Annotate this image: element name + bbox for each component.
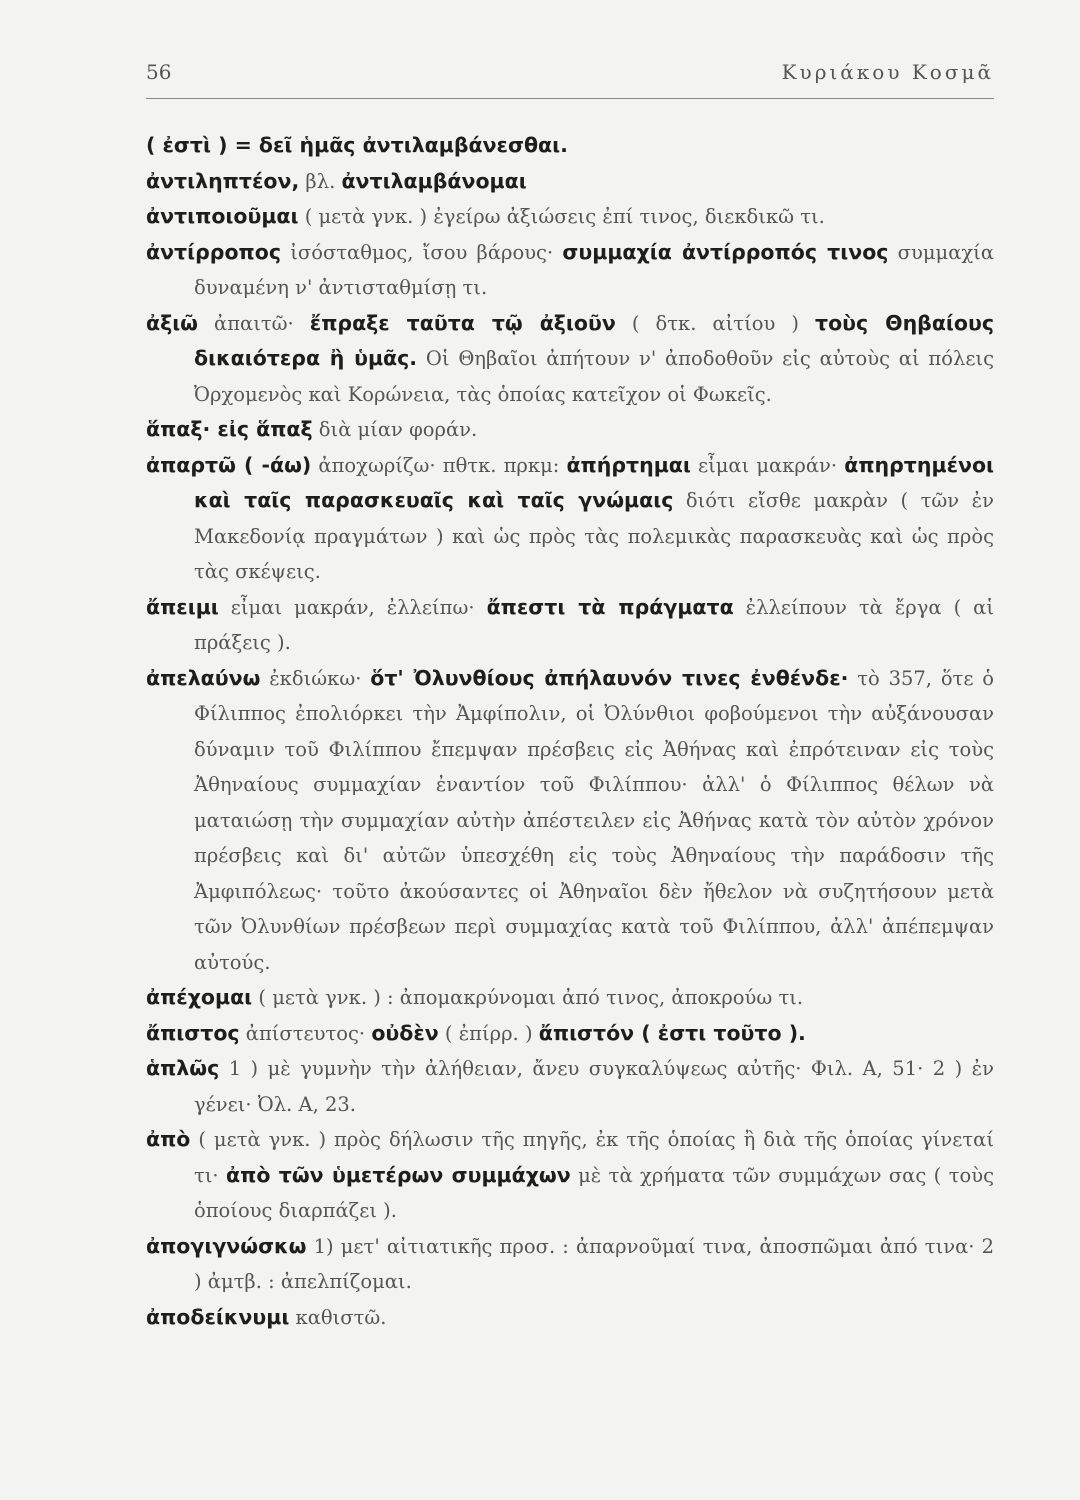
entry [146, 1051, 994, 1122]
entry [146, 306, 994, 413]
headword: ἄπειμι [146, 594, 219, 619]
entry [146, 1122, 994, 1229]
headword: ( ἐστὶ ) = δεῖ ἡμᾶς ἀντιλαμβάνεσθαι. [146, 133, 568, 157]
phrase: ὅτ' Ὀλυνθίους ἀπήλαυνόν τινες ἐνθένδε· [370, 665, 849, 690]
gloss: ἀποχωρίζω· πθτκ. πρκμ: [311, 453, 567, 477]
entry [146, 128, 994, 164]
headword: ἀπελαύνω [146, 665, 261, 690]
entry [146, 1300, 994, 1336]
gloss: εἶμαι μακράν, ἐλλείπω· [218, 595, 487, 619]
gloss: ( ἐπίρρ. ) [438, 1021, 539, 1045]
gloss: ἐλλείπουν τὰ ἔργα ( αἱ πράξεις ). [194, 595, 994, 654]
entry [146, 1016, 994, 1052]
gloss: ἐκδιώκω· [260, 666, 371, 690]
gloss: συμμαχία δυναμένη ν' ἀντισταθμίσῃ τι. [194, 240, 994, 299]
header-rule [146, 98, 994, 99]
entry [146, 164, 994, 200]
gloss: βλ. [299, 169, 342, 193]
page-header [146, 60, 994, 94]
phrase: ἔπραξε ταῦτα τῷ ἀξιοῦν [309, 310, 616, 335]
gloss: διότι εἴσθε μακρὰν ( τῶν ἐν Μακεδονίᾳ πραγμάτων ) καὶ ὡς πρὸς τὰς πολεμικὰς παρασκευὰς καὶ ὡς πρὸς τὰς σκέψεις. [194, 489, 994, 583]
gloss: διὰ μίαν φοράν. [312, 418, 478, 441]
gloss: ( δτκ. αἰτίου ) [615, 311, 815, 335]
headword: ἀξιῶ [146, 310, 199, 335]
cross-reference: ἀντιλαμβάνομαι [341, 168, 527, 193]
entry [146, 590, 994, 661]
entry [146, 235, 994, 306]
gloss: ( μετὰ γνκ. ) πρὸς δήλωσιν τῆς πηγῆς, ἐκ τῆς ὁποίας ἢ διὰ τῆς ὁποίας γίνεταί τι· [190, 1128, 994, 1187]
entry [146, 199, 994, 235]
entry [146, 980, 994, 1016]
glossary-entries [146, 128, 994, 1335]
headword: ἀπαρτῶ ( -άω) [146, 452, 312, 477]
phrase: ἄπιστόν ( ἐστι τοῦτο ). [538, 1020, 806, 1045]
page-number: 56 [146, 60, 172, 84]
gloss: 1) μετ' αἰτιατικῆς προσ. : ἀπαρνοῦμαί τινα, ἀποσπῶμαι ἀπό τινα· 2 ) ἀμτβ. : ἀπελπίζομαι. [194, 1234, 994, 1293]
gloss: εἶμαι μακράν· [690, 453, 845, 477]
phrase: συμμαχία ἀντίρροπός τινος [562, 239, 889, 264]
entry [146, 448, 994, 590]
headword: ἅπαξ· εἰς ἅπαξ [146, 417, 313, 441]
phrase: ἀπήρτημαι [566, 452, 691, 477]
phrase: οὐδὲν [371, 1020, 439, 1045]
entry [146, 661, 994, 981]
phrase: ἀπὸ τῶν ὑμετέρων συμμάχων [226, 1162, 571, 1187]
phrase: ἄπεστι τὰ πράγματα [486, 594, 734, 619]
gloss: 1 ) μὲ γυμνὴν τὴν ἀλήθειαν, ἄνευ συγκαλύψεως αὐτῆς· Φιλ. Α, 51· 2 ) ἐν γένει· Ὀλ. Α, 23. [194, 1057, 994, 1116]
headword: ἀπὸ [146, 1127, 191, 1151]
gloss: καθιστῶ. [289, 1305, 387, 1329]
headword: ἀντιποιοῦμαι [146, 204, 299, 228]
phrase: ἀπηρτημένοι καὶ ταῖς παρασκευαῖς καὶ ταῖς γνώμαις [194, 452, 995, 512]
gloss: τὸ 357, ὅτε ὁ Φίλιππος ἐπολιόρκει τὴν Ἀμφίπολιν, οἱ Ὀλύνθιοι φοβούμενοι τὴν αὐξάνουσαν δύναμιν τοῦ Φιλίππου ἔπεμψαν πρέσβεις εἰς Ἀθήνας καὶ ἐπρότειναν εἰς τοὺς Ἀθηναίους συμμαχίαν ἐναντίον τοῦ Φιλίππου· ἀλλ' ὁ Φίλιππος θέλων νὰ ματαιώσῃ τὴν συμμαχίαν αὐτὴν ἀπέστειλεν εἰς Ἀθήνας κατὰ τὸν αὐτὸν χρόνον πρέσβεις καὶ δι' αὐτῶν ὑπεσχέθη εἰς τοὺς Ἀθηναίους τὴν παράδοσιν τῆς Ἀμφιπόλεως· τοῦτο ἀκούσαντες οἱ Ἀθηναῖοι δὲν ἤθελον νὰ συζητήσουν μετὰ τῶν Ὀλυνθίων πρέσβεων περὶ συμμαχίας κατὰ τοῦ Φιλίππου, ἀλλ' ἀπέπεμψαν αὐτούς. [194, 666, 994, 974]
gloss: Οἱ Θηβαῖοι ἀπήτουν ν' ἀποδοθοῦν εἰς αὐτοὺς αἱ πόλεις Ὀρχομενὸς καὶ Κορώνεια, τὰς ὁποίας κατεῖχον οἱ Φωκεῖς. [194, 347, 994, 406]
headword: ἀντιληπτέον, [146, 168, 300, 193]
entry [146, 412, 994, 448]
gloss: μὲ τὰ χρήματα τῶν συμμάχων σας ( τοὺς ὁποίους διαρπάζει ). [194, 1163, 994, 1222]
headword: ἄπιστος [146, 1020, 240, 1045]
headword: ἀποδείκνυμι [146, 1304, 290, 1329]
headword: ἁπλῶς [146, 1056, 220, 1080]
gloss: ἀπαιτῶ· [198, 311, 310, 335]
gloss: ( μετὰ γνκ. ) : ἀπομακρύνομαι ἀπό τινος, ἀποκρούω τι. [252, 986, 804, 1009]
gloss: ἀπίστευτος· [239, 1021, 372, 1045]
phrase: τοὺς Θηβαίους δικαιότερα ἢ ὑμᾶς. [194, 310, 994, 370]
gloss: ἰσόσταθμος, ἴσου βάρους· [281, 240, 563, 264]
headword: ἀπογιγνώσκω [146, 1233, 307, 1258]
headword: ἀντίρροπος [146, 239, 282, 264]
entry [146, 1229, 994, 1300]
gloss: ( μετὰ γνκ. ) ἐγείρω ἀξιώσεις ἐπί τινος, διεκδικῶ τι. [298, 205, 825, 228]
headword: ἀπέχομαι [146, 985, 253, 1009]
running-title: Κυριάκου Κοσμᾶ [781, 60, 994, 84]
